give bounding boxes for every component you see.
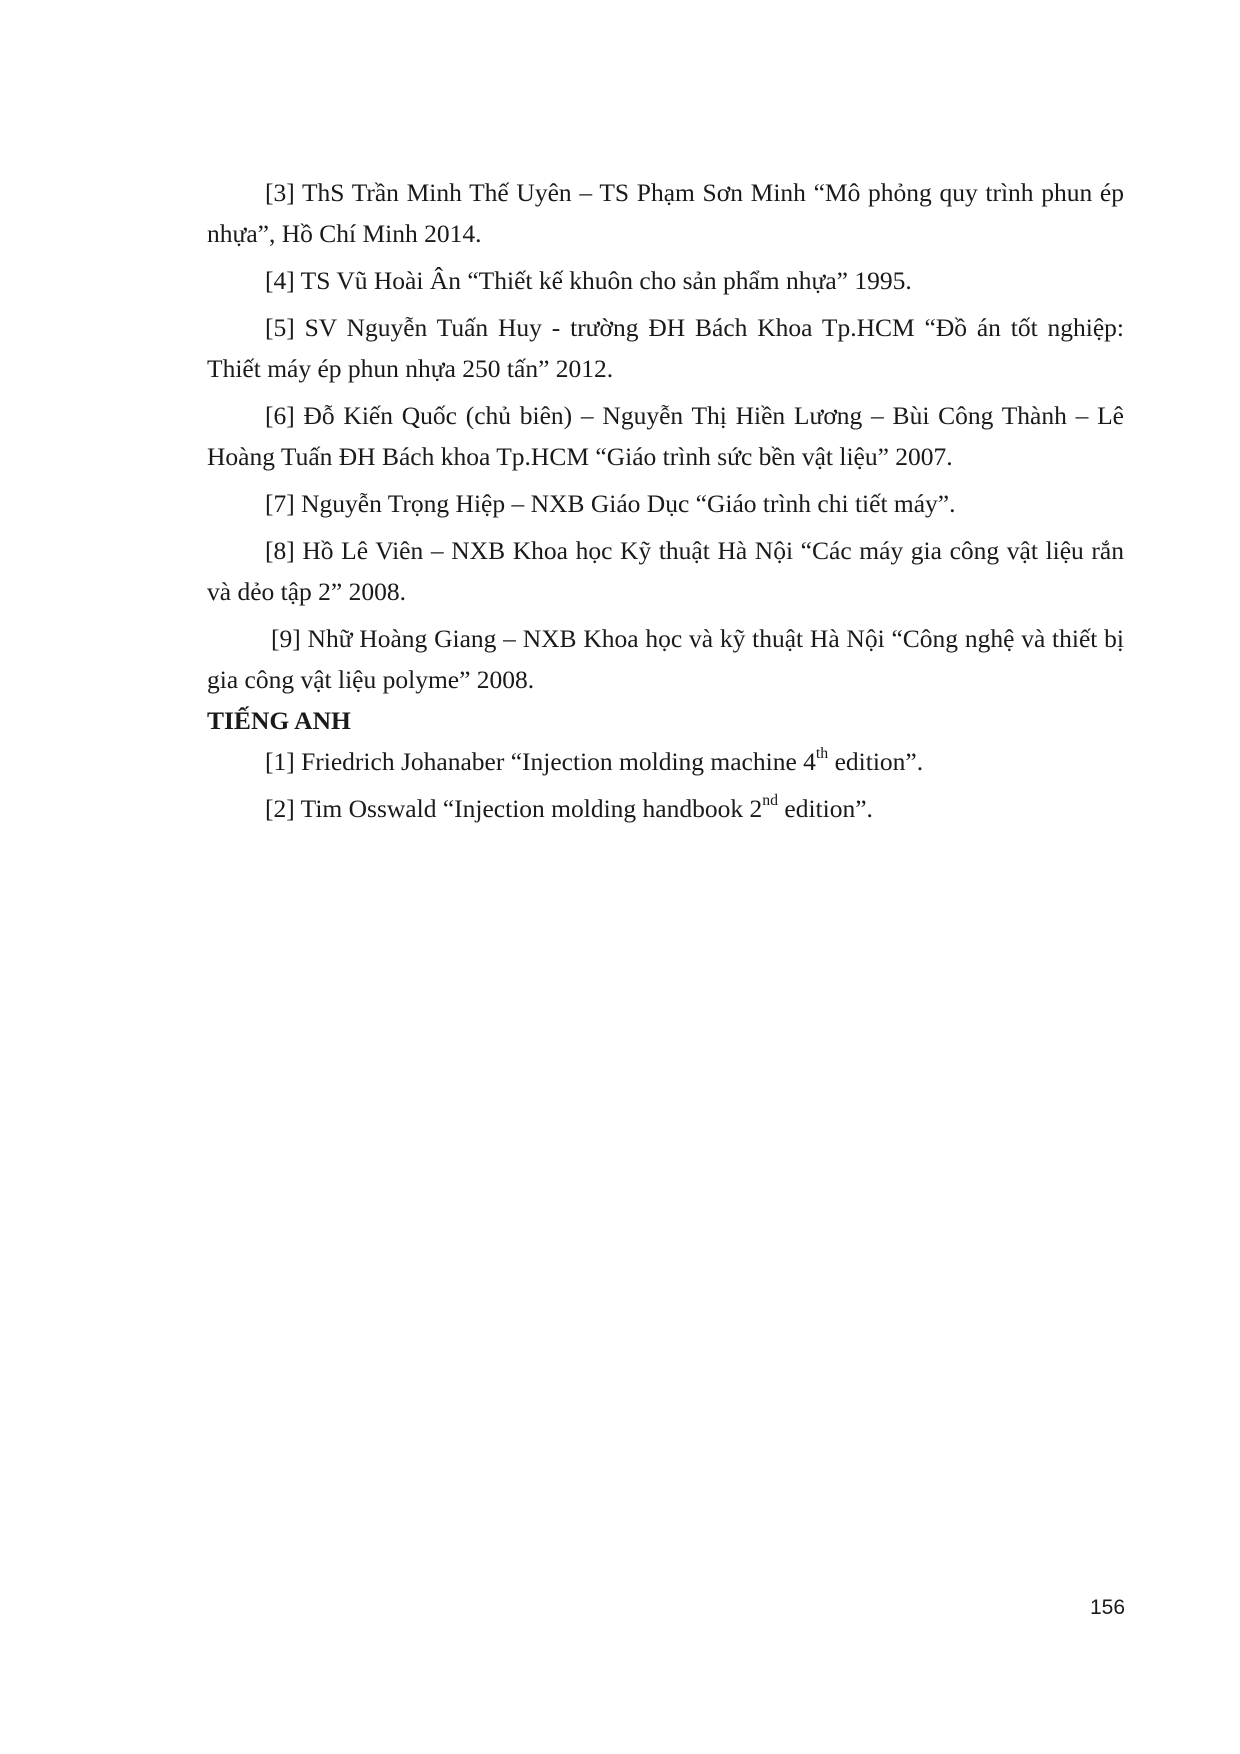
reference-item: [9] Nhữ Hoàng Giang – NXB Khoa học và kỹ thuật Hà Nội “Công nghệ và thiết bị gia công vật liệu polyme” 2008. — [207, 624, 1124, 694]
reference-item: [3] ThS Trần Minh Thế Uyên – TS Phạm Sơn Minh “Mô phỏng quy trình phun ép nhựa”, Hồ Chí Minh 2014. — [207, 178, 1124, 248]
reference-text: [2] Tim Osswald “Injection molding handbook 2 — [265, 794, 763, 823]
reference-item: [7] Nguyễn Trọng Hiệp – NXB Giáo Dục “Giáo trình chi tiết máy”. — [265, 489, 956, 518]
reference-text: [1] Friedrich Johanaber “Injection molding machine 4 — [265, 747, 816, 776]
reference-text: edition”. — [828, 747, 924, 776]
reference-item: [8] Hồ Lê Viên – NXB Khoa học Kỹ thuật Hà Nội “Các máy gia công vật liệu rắn và dẻo tập 2” 2008. — [207, 536, 1124, 606]
page-number: 156 — [1090, 1596, 1126, 1619]
section-heading-english: TIẾNG ANH — [207, 706, 351, 735]
reference-item-english — [207, 788, 1124, 829]
reference-item: [6] Đỗ Kiến Quốc (chủ biên) – Nguyễn Thị Hiền Lương – Bùi Công Thành – Lê Hoàng Tuấn ĐH Bách khoa Tp.HCM “Giáo trình sức bền vật liệu” 2007. — [207, 401, 1124, 471]
reference-list — [207, 172, 1124, 829]
superscript: th — [815, 745, 829, 763]
reference-text: edition”. — [778, 794, 873, 823]
reference-item: [4] TS Vũ Hoài Ân “Thiết kế khuôn cho sản phẩm nhựa” 1995. — [265, 266, 912, 295]
reference-item: [5] SV Nguyễn Tuấn Huy - trường ĐH Bách Khoa Tp.HCM “Đồ án tốt nghiệp: Thiết máy ép phun nhựa 250 tấn” 2012. — [207, 313, 1124, 383]
reference-item-english — [207, 741, 1124, 782]
superscript: nd — [762, 792, 779, 810]
